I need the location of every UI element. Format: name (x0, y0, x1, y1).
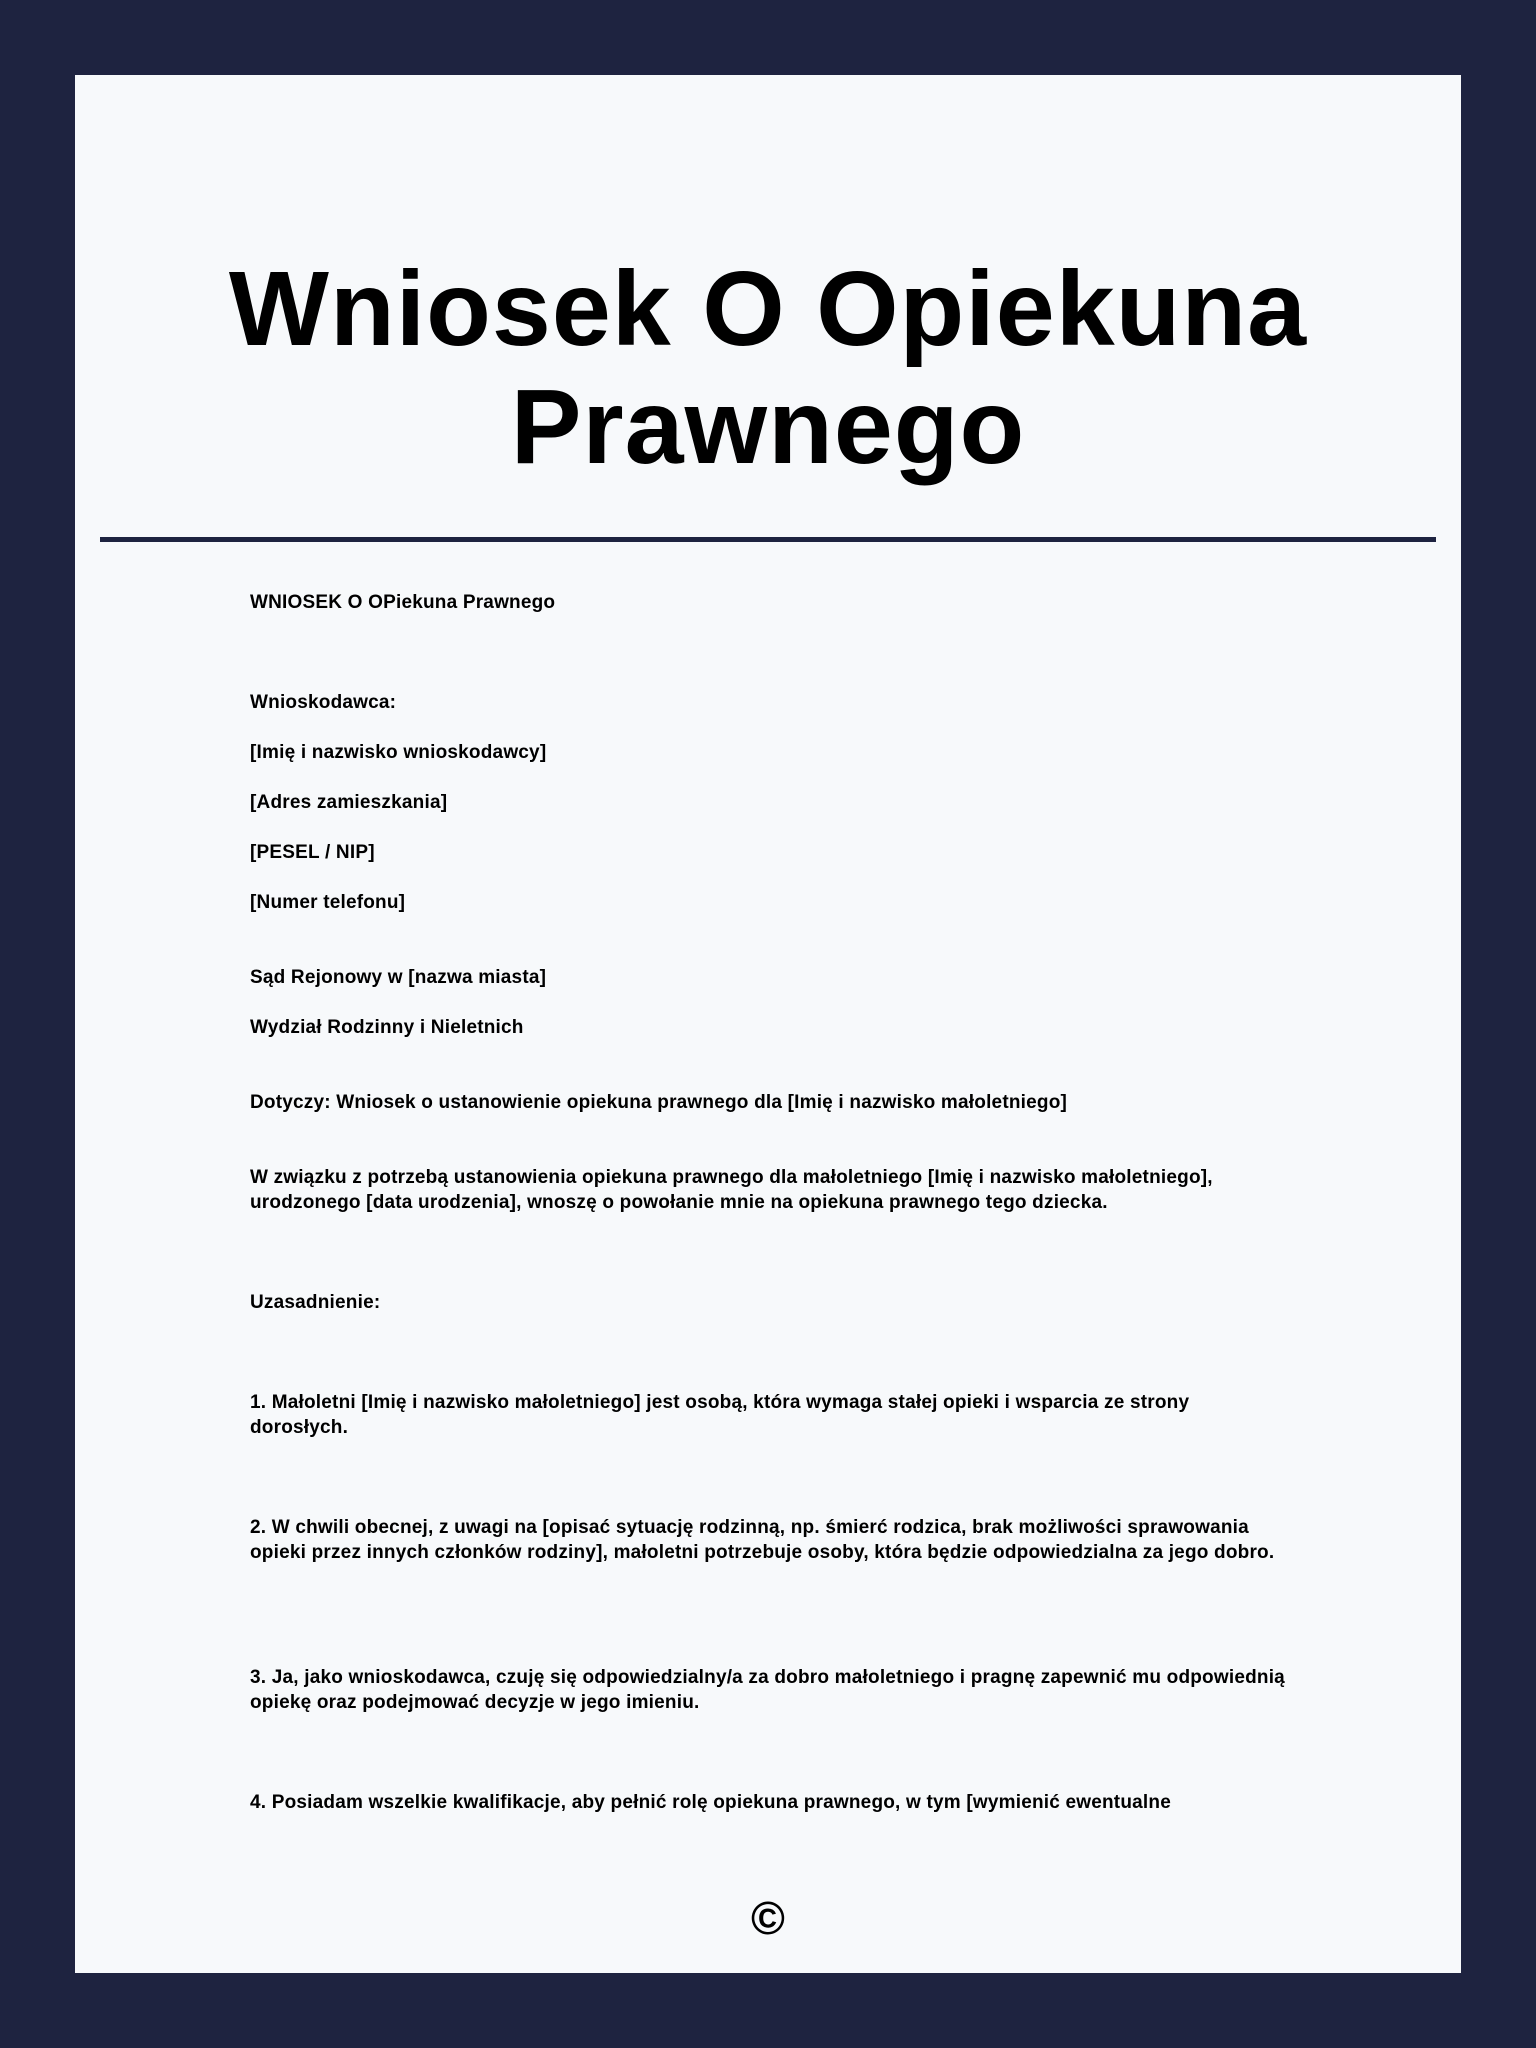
justification-point-1: 1. Małoletni [Imię i nazwisko małoletniego] jest osobą, która wymaga stałej opieki i wsparcia ze strony dorosłych. (250, 1392, 1190, 1438)
document-heading: WNIOSEK O OPiekuna Prawnego (250, 592, 556, 613)
document-title: Wniosek O Opiekuna Prawnego (228, 250, 1308, 486)
intro-paragraph: W związku z potrzebą ustanowienia opiekuna prawnego dla małoletniego [Imię i nazwisko małoletniego], urodzonego [data urodzenia], wnoszę o powołanie mnie na opiekuna prawnego tego dziecka. (250, 1167, 1213, 1213)
court-division: Wydział Rodzinny i Nieletnich (250, 1017, 524, 1038)
applicant-address: [Adres zamieszkania] (250, 792, 448, 813)
justification-point-2: 2. W chwili obecnej, z uwagi na [opisać sytuację rodzinną, np. śmierć rodzica, brak możliwości sprawowania opieki przez innych członków rodziny], małoletni potrzebuje osoby, która będzie odpowiedzialna za jego dobro. (250, 1517, 1275, 1563)
document-page (75, 75, 1461, 1973)
court-name: Sąd Rejonowy w [nazwa miasta] (250, 967, 547, 988)
justification-label: Uzasadnienie: (250, 1292, 381, 1313)
applicant-phone: [Numer telefonu] (250, 892, 406, 913)
applicant-name: [Imię i nazwisko wnioskodawcy] (250, 742, 547, 763)
copyright-mark: © (751, 1892, 785, 1944)
applicant-label: Wnioskodawca: (250, 692, 397, 713)
title-divider (100, 537, 1436, 542)
applicant-id: [PESEL / NIP] (250, 842, 375, 863)
justification-point-4: 4. Posiadam wszelkie kwalifikacje, aby pełnić rolę opiekuna prawnego, w tym [wymienić ewentualne (250, 1792, 1171, 1813)
subject-line: Dotyczy: Wniosek o ustanowienie opiekuna prawnego dla [Imię i nazwisko małoletniego] (250, 1092, 1068, 1113)
justification-point-3: 3. Ja, jako wnioskodawca, czuję się odpowiedzialny/a za dobro małoletniego i pragnę zapewnić mu odpowiednią opiekę oraz podejmować decyzje w jego imieniu. (250, 1667, 1285, 1713)
